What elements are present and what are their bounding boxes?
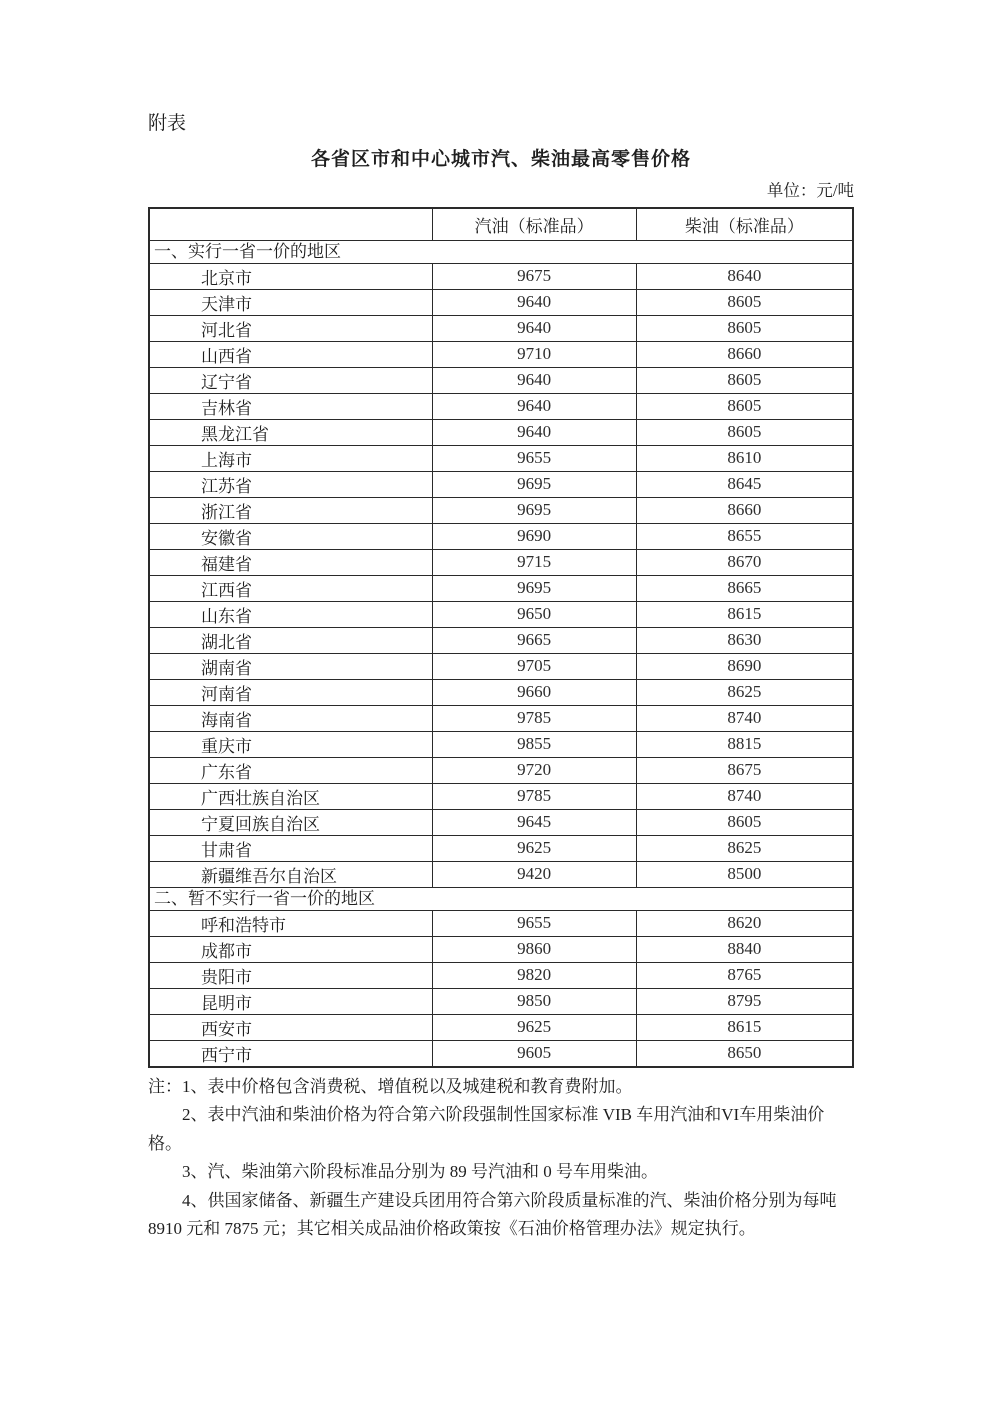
region-cell: 海南省: [149, 705, 432, 731]
table-row: [149, 263, 853, 289]
diesel-cell: 8605: [636, 393, 853, 419]
document-content: [148, 112, 854, 1244]
region-cell: 浙江省: [149, 497, 432, 523]
region-cell: 贵阳市: [149, 962, 432, 988]
column-header-gasoline: 汽油（标准品）: [432, 208, 636, 240]
diesel-cell: 8740: [636, 705, 853, 731]
section-header-row: [149, 887, 853, 910]
diesel-cell: 8795: [636, 988, 853, 1014]
region-cell: 北京市: [149, 263, 432, 289]
diesel-cell: 8690: [636, 653, 853, 679]
table-row: [149, 962, 853, 988]
table-header-row: [149, 208, 853, 240]
diesel-cell: 8660: [636, 341, 853, 367]
table-row: [149, 341, 853, 367]
gasoline-cell: 9860: [432, 936, 636, 962]
diesel-cell: 8615: [636, 1014, 853, 1040]
gasoline-cell: 9640: [432, 419, 636, 445]
table-row: [149, 757, 853, 783]
table-row: [149, 419, 853, 445]
region-cell: 广东省: [149, 757, 432, 783]
diesel-cell: 8840: [636, 936, 853, 962]
region-cell: 福建省: [149, 549, 432, 575]
table-row: [149, 549, 853, 575]
section-header-label: 二、暂不实行一省一价的地区: [149, 887, 853, 910]
gasoline-cell: 9640: [432, 289, 636, 315]
region-cell: 河南省: [149, 679, 432, 705]
table-row: [149, 523, 853, 549]
region-cell: 成都市: [149, 936, 432, 962]
gasoline-cell: 9695: [432, 575, 636, 601]
gasoline-cell: 9695: [432, 471, 636, 497]
diesel-cell: 8655: [636, 523, 853, 549]
gasoline-cell: 9710: [432, 341, 636, 367]
gasoline-cell: 9820: [432, 962, 636, 988]
note-line: 注：1、表中价格包含消费税、增值税以及城建税和教育费附加。: [148, 1076, 633, 1096]
region-cell: 山东省: [149, 601, 432, 627]
table-row: [149, 601, 853, 627]
table-row: [149, 731, 853, 757]
table-row: [149, 910, 853, 936]
region-cell: 江苏省: [149, 471, 432, 497]
note-line: 3、汽、柴油第六阶段标准品分别为 89 号汽油和 0 号车用柴油。: [182, 1162, 658, 1181]
table-row: [149, 1040, 853, 1067]
diesel-cell: 8645: [636, 471, 853, 497]
gasoline-cell: 9655: [432, 445, 636, 471]
region-cell: 西安市: [149, 1014, 432, 1040]
table-row: [149, 471, 853, 497]
gasoline-cell: 9625: [432, 835, 636, 861]
diesel-cell: 8620: [636, 910, 853, 936]
region-cell: 宁夏回族自治区: [149, 809, 432, 835]
region-cell: 上海市: [149, 445, 432, 471]
gasoline-cell: 9605: [432, 1040, 636, 1067]
gasoline-cell: 9625: [432, 1014, 636, 1040]
gasoline-cell: 9715: [432, 549, 636, 575]
gasoline-cell: 9420: [432, 861, 636, 887]
diesel-cell: 8815: [636, 731, 853, 757]
page-title: 各省区市和中心城市汽、柴油最高零售价格: [310, 149, 691, 170]
diesel-cell: 8605: [636, 419, 853, 445]
gasoline-cell: 9675: [432, 263, 636, 289]
section-header-label: 一、实行一省一价的地区: [149, 240, 853, 263]
table-row: [149, 835, 853, 861]
diesel-cell: 8675: [636, 757, 853, 783]
table-body: [149, 240, 853, 1067]
notes: [148, 1073, 854, 1244]
appendix-label: 附表: [148, 113, 187, 134]
gasoline-cell: 9650: [432, 601, 636, 627]
price-table: [148, 207, 854, 1068]
diesel-cell: 8740: [636, 783, 853, 809]
table-row: [149, 988, 853, 1014]
diesel-cell: 8605: [636, 367, 853, 393]
gasoline-cell: 9785: [432, 705, 636, 731]
diesel-cell: 8605: [636, 289, 853, 315]
region-cell: 河北省: [149, 315, 432, 341]
region-cell: 呼和浩特市: [149, 910, 432, 936]
table-row: [149, 315, 853, 341]
diesel-cell: 8605: [636, 809, 853, 835]
region-cell: 黑龙江省: [149, 419, 432, 445]
unit-label: 单位：元/吨: [766, 181, 854, 200]
region-cell: 江西省: [149, 575, 432, 601]
table-row: [149, 393, 853, 419]
diesel-cell: 8615: [636, 601, 853, 627]
note-line: 4、供国家储备、新疆生产建设兵团用符合第六阶段质量标准的汽、柴油价格分别为每吨 8910 元和 7875 元；其它相关成品油价格政策按《石油价格管理办法》规定执行。: [148, 1190, 837, 1238]
gasoline-cell: 9850: [432, 988, 636, 1014]
gasoline-cell: 9660: [432, 679, 636, 705]
region-cell: 甘肃省: [149, 835, 432, 861]
gasoline-cell: 9720: [432, 757, 636, 783]
diesel-cell: 8660: [636, 497, 853, 523]
diesel-cell: 8640: [636, 263, 853, 289]
region-cell: 吉林省: [149, 393, 432, 419]
gasoline-cell: 9695: [432, 497, 636, 523]
table-row: [149, 679, 853, 705]
table-row: [149, 936, 853, 962]
table-row: [149, 367, 853, 393]
note-line: 2、表中汽油和柴油价格为符合第六阶段强制性国家标准 VIB 车用汽油和VI车用柴油价格。: [148, 1105, 825, 1153]
table-row: [149, 783, 853, 809]
gasoline-cell: 9705: [432, 653, 636, 679]
gasoline-cell: 9640: [432, 393, 636, 419]
table-row: [149, 653, 853, 679]
section-header-row: [149, 240, 853, 263]
table-row: [149, 809, 853, 835]
region-cell: 新疆维吾尔自治区: [149, 861, 432, 887]
diesel-cell: 8625: [636, 835, 853, 861]
region-cell: 广西壮族自治区: [149, 783, 432, 809]
table-row: [149, 705, 853, 731]
diesel-cell: 8625: [636, 679, 853, 705]
table-row: [149, 575, 853, 601]
table-row: [149, 1014, 853, 1040]
column-header-diesel: 柴油（标准品）: [636, 208, 853, 240]
table-row: [149, 289, 853, 315]
diesel-cell: 8765: [636, 962, 853, 988]
region-cell: 湖南省: [149, 653, 432, 679]
diesel-cell: 8610: [636, 445, 853, 471]
gasoline-cell: 9640: [432, 367, 636, 393]
region-cell: 天津市: [149, 289, 432, 315]
gasoline-cell: 9690: [432, 523, 636, 549]
diesel-cell: 8670: [636, 549, 853, 575]
table-row: [149, 861, 853, 887]
region-cell: 西宁市: [149, 1040, 432, 1067]
region-cell: 安徽省: [149, 523, 432, 549]
gasoline-cell: 9655: [432, 910, 636, 936]
table-row: [149, 497, 853, 523]
table-row: [149, 445, 853, 471]
table-row: [149, 627, 853, 653]
gasoline-cell: 9645: [432, 809, 636, 835]
region-cell: 山西省: [149, 341, 432, 367]
region-cell: 昆明市: [149, 988, 432, 1014]
diesel-cell: 8650: [636, 1040, 853, 1067]
gasoline-cell: 9855: [432, 731, 636, 757]
region-cell: 重庆市: [149, 731, 432, 757]
diesel-cell: 8605: [636, 315, 853, 341]
diesel-cell: 8630: [636, 627, 853, 653]
region-cell: 湖北省: [149, 627, 432, 653]
region-cell: 辽宁省: [149, 367, 432, 393]
diesel-cell: 8665: [636, 575, 853, 601]
diesel-cell: 8500: [636, 861, 853, 887]
gasoline-cell: 9785: [432, 783, 636, 809]
gasoline-cell: 9640: [432, 315, 636, 341]
gasoline-cell: 9665: [432, 627, 636, 653]
column-header-region: [149, 208, 432, 240]
